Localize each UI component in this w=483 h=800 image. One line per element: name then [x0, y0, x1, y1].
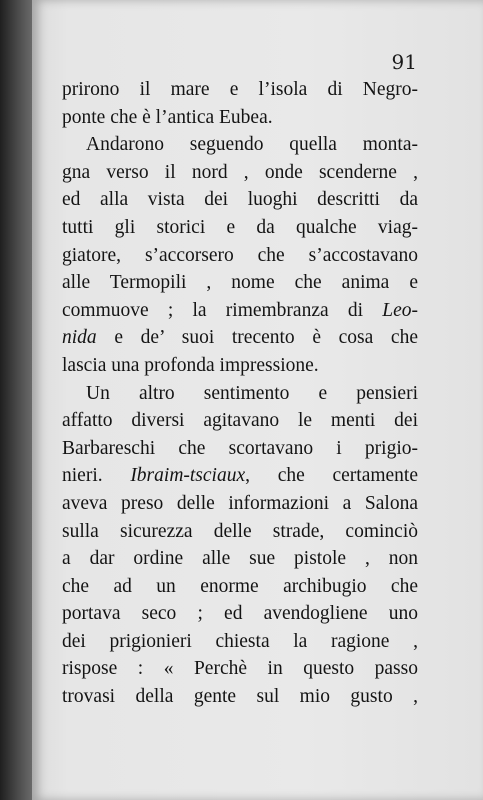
- text-line: ponte che è l’antica Eubea.: [62, 106, 273, 128]
- text-line: commuove ; la rimembranza di Leo-: [62, 299, 418, 321]
- book-gutter: [0, 0, 32, 800]
- paragraph-start-line: Andarono seguendo quella monta-: [86, 134, 418, 156]
- text-line: nieri. Ibraim-tsciaux, che certamente: [62, 465, 418, 487]
- text-line: gna verso il nord , onde scenderne ,: [62, 161, 418, 183]
- text-line: dei prigionieri chiesta la ragione ,: [62, 630, 418, 652]
- text-line: Barbareschi che scortavano i prigio-: [62, 437, 418, 459]
- text-line: ed alla vista dei luoghi descritti da: [62, 189, 418, 211]
- text-line: portava seco ; ed avendogliene uno: [62, 603, 418, 625]
- text-line: giatore, s’accorsero che s’accostavano: [62, 244, 418, 266]
- text-line: trovasi della gente sul mio gusto ,: [62, 686, 418, 708]
- text-line: sulla sicurezza delle strade, cominciò: [62, 520, 418, 542]
- text-line: che ad un enorme archibugio che: [62, 575, 418, 597]
- body-text: [62, 76, 418, 711]
- text-line: nida e de’ suoi trecento è cosa che: [62, 327, 418, 349]
- text-line: prirono il mare e l’isola di Negro-: [62, 79, 418, 100]
- text-line: alle Termopili , nome che anima e: [62, 272, 418, 294]
- text-line: lascia una profonda impressione.: [62, 354, 319, 376]
- paragraph-start-line: Un altro sentimento e pensieri: [86, 382, 418, 404]
- text-line: a dar ordine alle sue pistole , non: [62, 548, 418, 570]
- text-line: affatto diversi agitavano le menti dei: [62, 410, 418, 432]
- text-line: rispose : « Perchè in questo passo: [62, 658, 418, 680]
- page-number: 91: [391, 50, 417, 74]
- text-line: tutti gli storici e da qualche viag-: [62, 216, 418, 238]
- text-line: aveva preso delle informazioni a Salona: [62, 492, 418, 514]
